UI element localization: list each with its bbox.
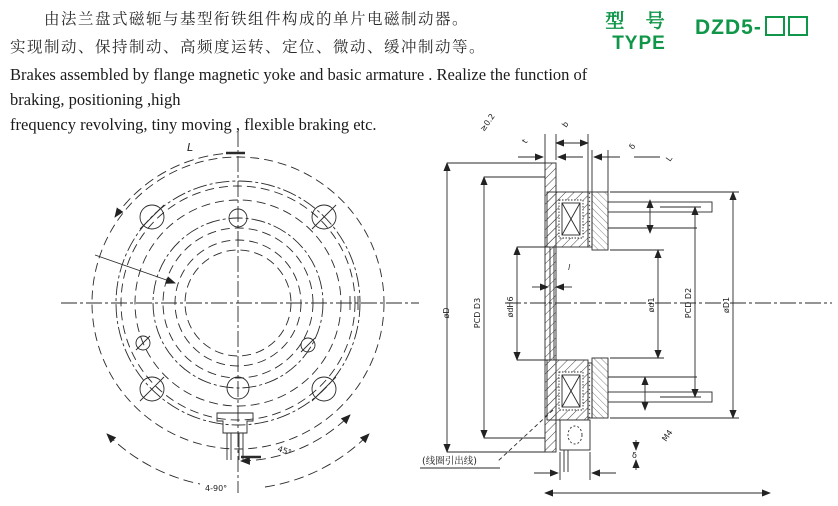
intro-zh-line1: 由法兰盘式磁轭与基型衔铁组件构成的单片电磁制动器。	[44, 11, 470, 28]
section-view-drawing	[420, 100, 838, 506]
friction-gap-top	[588, 192, 592, 247]
label-angle-45: 45°	[276, 444, 293, 458]
model-box-2	[788, 16, 808, 36]
coil-window-bottom	[559, 372, 583, 410]
section-terminal-block	[560, 420, 590, 472]
model-prefix: DZD5-	[695, 16, 762, 39]
armature-top	[592, 192, 608, 250]
label-gap-min: ≥0.2	[478, 112, 497, 134]
label-outer-diameter: øD	[442, 307, 451, 319]
label-sleeve: l	[568, 263, 571, 272]
arc-dimension-top	[95, 153, 245, 283]
intro-zh-line2: 实现制动、保持制动、高频度运转、定位、微动、缓冲制动等。	[10, 39, 487, 56]
model-box-1	[765, 16, 785, 36]
friction-gap-bottom	[588, 363, 592, 418]
label-lead-note: (线圈引出线)	[422, 456, 477, 467]
intro-en-line2: frequency revolving, tiny moving , flexible braking etc.	[10, 115, 377, 134]
hub-pins	[608, 202, 712, 402]
model-number	[695, 16, 808, 40]
front-view-drawing	[55, 115, 425, 506]
dim-pin-circle	[660, 207, 701, 397]
type-block	[600, 6, 832, 55]
coil-window-top	[559, 200, 583, 238]
armature-bottom	[592, 358, 608, 418]
arc-dimension-45	[241, 415, 350, 461]
label-angle-90: 4-90°	[205, 484, 228, 493]
label-arc-L: L	[187, 141, 194, 154]
label-length: L	[664, 154, 675, 164]
label-bottom-gap: δ	[632, 451, 637, 460]
label-bore: ødH6	[506, 296, 515, 318]
label-hub-bore: ød1	[647, 297, 656, 313]
dim-armature-od	[610, 192, 739, 418]
label-armature-od: øD1	[722, 296, 731, 314]
label-housing-width: b	[560, 119, 571, 130]
dim-outer-diameter	[447, 163, 545, 452]
label-air-gap: δ	[627, 141, 638, 152]
type-label-en: TYPE	[612, 33, 666, 54]
label-flange-thickness: t	[520, 137, 530, 146]
label-thread: M4	[660, 428, 675, 444]
intro-en-line1: Brakes assembled by flange magnetic yoke and basic armature . Realize the function of braking, positioning ,high	[10, 65, 588, 109]
type-label-zh: 型 号	[605, 11, 673, 32]
label-pin-circle: PCD D2	[684, 287, 693, 319]
label-bolt-circle-left: PCD D3	[473, 297, 482, 329]
